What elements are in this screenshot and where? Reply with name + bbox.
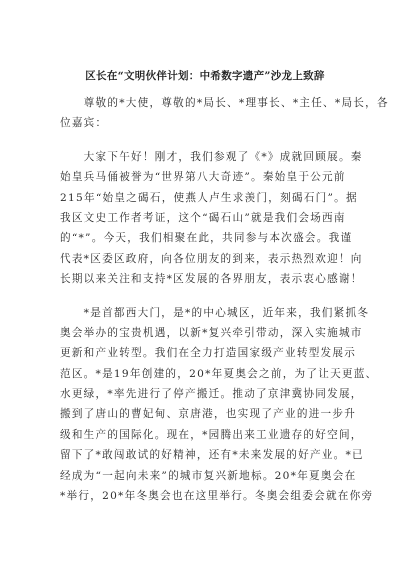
document-body — [60, 93, 389, 506]
paragraph-gap — [60, 134, 352, 147]
salutation-line: 位嘉宾： — [60, 117, 108, 130]
paragraph-line: 级和生产的国际化。现在，*园腾出来工业遗存的好空间， — [60, 428, 363, 441]
paragraph-line: 我区文史工作者考证，这个“碣石山”就是我们会场西南 — [60, 211, 346, 224]
paragraph-line: 范区。*是19年创建的，20*年夏奥会之前，为了让天更蓝、 — [60, 367, 378, 380]
paragraph-line: 215年“始皇之碣石，使燕人卢生求羡门，刻碣石门”。据 — [60, 191, 358, 204]
paragraph-line: *是首都西大门，是*的中心城区，近年来，我们紧抓冬 — [60, 306, 370, 319]
paragraph-line: 始皇兵马俑被誉为“世界第八大奇迹”。秦始皇于公元前 — [60, 171, 346, 184]
salutation — [60, 93, 389, 134]
paragraph-gap — [60, 290, 352, 303]
paragraph-line: 经成为“一起向未来”的城市复兴新地标。20*年夏奥会在 — [60, 469, 357, 482]
paragraph-line: 留下了*敢闯敢试的好精神，还有*未来发展的好产业。*已 — [60, 449, 364, 462]
paragraph-2 — [60, 303, 378, 507]
document-title: 区长在“文明伙伴计划：中希数字遗产”沙龙上致辞 — [85, 70, 325, 82]
paragraph-1 — [60, 147, 363, 290]
paragraph-line: 水更绿，*率先进行了停产搬迁。推动了京津冀协同发展， — [60, 388, 363, 401]
salutation-line: 尊敬的*大使，尊敬的*局长、*理事长、*主任、*局长，各 — [60, 97, 389, 109]
paragraph-line: 大家下午好！刚才，我们参观了《*》成就回顾展。秦 — [60, 150, 363, 163]
paragraph-line: 奥会举办的宝贵机遇，以新*复兴牵引带动，深入实施城市 — [60, 326, 363, 339]
paragraph-line: 长期以来关注和支持*区发展的各界朋友，表示衷心感谢！ — [60, 273, 363, 286]
paragraph-line: 的“*”。今天，我们相聚在此，共同参与本次盛会。我谨 — [60, 232, 353, 245]
paragraph-line: 代表*区委区政府，向各位朋友的到来，表示热烈欢迎！向 — [60, 252, 363, 265]
paragraph-line: 更新和产业转型。我们在全力打造国家级产业转型发展示 — [60, 347, 357, 360]
paragraph-line: *举行，20*年冬奥会也在这里举行。冬奥会组委会就在你旁 — [60, 490, 374, 503]
paragraph-line: 搬到了唐山的曹妃甸、京唐港，也实现了产业的进一步升 — [60, 408, 357, 421]
